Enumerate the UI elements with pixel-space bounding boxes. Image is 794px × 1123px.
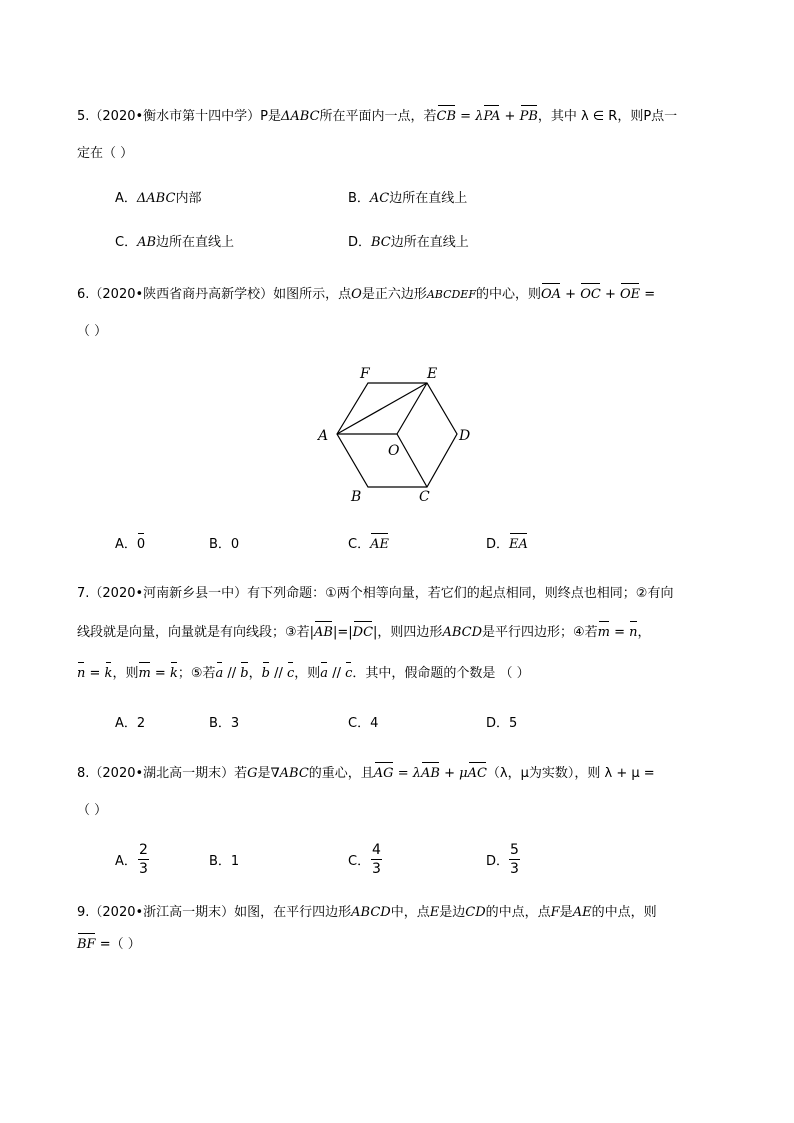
- vec-dc: DC: [352, 625, 374, 640]
- option-label: D．: [486, 854, 510, 869]
- q6-point-o: O: [351, 287, 362, 302]
- option-label: A．: [115, 191, 137, 206]
- vec-ab: AB: [420, 766, 440, 781]
- option-label: A．: [115, 537, 137, 552]
- q5-text: 5.（2020•衡水市第十四中学）P是: [77, 109, 281, 124]
- denominator: 3: [372, 861, 381, 877]
- abs-bar: |=|: [333, 625, 353, 640]
- option-math: AC: [369, 191, 390, 206]
- q9-text-mid3: 的中点，点: [485, 905, 551, 920]
- q5-text-post: ，其中 λ ∈ R，则P点一: [537, 109, 678, 124]
- option-value: 3: [230, 716, 240, 731]
- q5-option-d[interactable]: [348, 234, 469, 252]
- q9-segment-ae: AE: [572, 905, 592, 920]
- q7-line2: 线段就是向量，向量就是有向线段；③若|AB|=|DC|，则四边形ABCD是平行四边形；④若m = n，: [77, 625, 651, 640]
- q7-text-mid: ，则四边形: [377, 625, 443, 640]
- option-math: ΔABC: [136, 191, 176, 206]
- option-label: A．: [115, 854, 137, 869]
- vec-k: k: [169, 666, 178, 681]
- denominator: 3: [139, 861, 148, 877]
- option-label: C．: [348, 854, 371, 869]
- option-label: D．: [348, 235, 372, 250]
- option-label: B．: [209, 854, 231, 869]
- q6-option-a[interactable]: [115, 536, 145, 554]
- q8-option-d[interactable]: [486, 853, 509, 871]
- option-math: AB: [137, 235, 157, 250]
- hexagon-outline: [337, 383, 457, 487]
- q8-text-mid: 是: [257, 766, 271, 781]
- option-label: B．: [348, 191, 370, 206]
- q9-line1: [77, 904, 657, 922]
- abs-bar: |: [373, 625, 378, 640]
- q9-line2: [77, 936, 141, 954]
- vec-n: n: [629, 625, 638, 640]
- option-value: 4: [370, 716, 379, 731]
- label-b: B: [351, 489, 362, 505]
- q8-option-c-fraction: [371, 842, 382, 877]
- option-vec-ae: AE: [370, 537, 389, 552]
- q7-line3: n = k，则m = k；⑤若a // b，b // c，则a // c．其中，假命题的个数是 （ ）: [77, 666, 530, 681]
- vec-k: k: [104, 666, 113, 681]
- q5-plus: +: [500, 109, 520, 124]
- q7-text-a: ，则: [112, 666, 139, 681]
- segment-eo: [397, 383, 427, 434]
- vec-ac: AC: [467, 766, 487, 781]
- q5-option-c[interactable]: [115, 234, 234, 252]
- q7-text-mid2: 是平行四边形；④若: [482, 625, 598, 640]
- option-value: 5: [509, 716, 518, 731]
- q5-option-a[interactable]: [115, 190, 201, 208]
- vec-cb: CB: [436, 109, 457, 124]
- option-label: D．: [486, 716, 510, 731]
- option-label: B．: [209, 716, 231, 731]
- option-text: 内部: [175, 191, 202, 206]
- q8-option-c[interactable]: [348, 853, 370, 871]
- q8-text-mid2: 的重心，且: [308, 766, 374, 781]
- q8-text-post: （λ，μ为实数），则 λ + μ =: [486, 766, 655, 781]
- label-f: F: [360, 366, 370, 382]
- vec-pb: PB: [519, 109, 538, 124]
- vec-ag: AG: [373, 766, 394, 781]
- q5-line1: [77, 108, 677, 126]
- q8-option-b[interactable]: [209, 853, 239, 871]
- option-math: BC: [371, 235, 391, 250]
- label-e: E: [427, 366, 438, 382]
- q8-point-g: G: [247, 766, 258, 781]
- q7-option-b[interactable]: [209, 715, 239, 733]
- option-zero-vector: 0: [136, 537, 146, 552]
- q6-text-mid2: 的中心，则: [475, 287, 541, 302]
- option-value: 1: [230, 854, 240, 869]
- vec-oe: OE: [620, 287, 641, 302]
- q6-option-b[interactable]: [209, 536, 239, 554]
- q7-option-d[interactable]: [486, 715, 517, 733]
- q7-option-c[interactable]: [348, 715, 378, 733]
- vec-c: c: [345, 666, 353, 681]
- option-vec-ea: EA: [509, 537, 528, 552]
- q5-line2: 定在（ ）: [77, 146, 134, 161]
- option-zero: 0: [230, 537, 240, 552]
- q9-text-mid2: 是边: [439, 905, 466, 920]
- q6-option-d[interactable]: [486, 536, 528, 554]
- label-d: D: [459, 428, 471, 444]
- label-o: O: [388, 443, 400, 459]
- denominator: 3: [510, 861, 519, 877]
- option-text: 边所在直线上: [156, 235, 235, 250]
- vec-a: a: [320, 666, 329, 681]
- q6-line2: （ ）: [77, 324, 108, 339]
- q7-option-a[interactable]: [115, 715, 145, 733]
- abs-bar: |: [309, 625, 315, 640]
- q9-text: 9.（2020•浙江高一期末）如图，在平行四边形: [77, 905, 352, 920]
- option-value: 2: [136, 716, 146, 731]
- vec-ab: AB: [314, 625, 333, 640]
- q8-option-d-fraction: [509, 842, 520, 877]
- vec-bf: BF: [77, 937, 96, 952]
- label-c: C: [419, 489, 430, 505]
- q6-text-mid: 是正六边形: [361, 287, 427, 302]
- q6-text-post: =: [640, 287, 656, 302]
- q9-text-mid4: 是: [559, 905, 573, 920]
- option-label: C．: [348, 537, 371, 552]
- q5-triangle: ΔABC: [281, 109, 320, 124]
- q8-line2: （ ）: [77, 803, 108, 818]
- vec-oa: OA: [541, 287, 562, 302]
- q5-text-mid: 所在平面内一点，若: [319, 109, 437, 124]
- q7-text-c: ，则: [294, 666, 321, 681]
- segment-af: [337, 383, 427, 434]
- vec-a: a: [215, 666, 224, 681]
- q8-option-a[interactable]: [115, 853, 137, 871]
- q9-quad: ABCD: [351, 905, 391, 920]
- q9-text-post2: =（ ）: [95, 937, 141, 952]
- q7-text: 线段就是向量，向量就是有向线段；③若: [77, 625, 310, 640]
- q9-text-post: 的中点，则: [591, 905, 657, 920]
- q5-eq: = λ: [456, 109, 484, 124]
- numerator: 5: [510, 842, 519, 858]
- q9-point-e: E: [429, 905, 440, 920]
- q6-hexagon-name: ABCDEF: [426, 288, 476, 301]
- vec-b: b: [240, 666, 249, 681]
- q7-line1: 7.（2020•河南新乡县一中）有下列命题：①两个相等向量，若它们的起点相同，则终点也相同；②有向: [77, 586, 674, 601]
- q8-line1: 8.（2020•湖北高一期末）若G是∇ABC的重心，且AG = λAB + μAC（λ，μ为实数），则 λ + μ =: [77, 766, 655, 781]
- vec-n: n: [77, 666, 86, 681]
- q7-text-post: ．其中，假命题的个数是 （ ）: [352, 666, 530, 681]
- numerator: 2: [139, 842, 148, 858]
- q8-triangle: ∇ABC: [270, 766, 309, 781]
- q7-quad: ABCD: [442, 625, 482, 640]
- vec-m: m: [138, 666, 151, 681]
- option-label: D．: [486, 537, 510, 552]
- option-label: A．: [115, 716, 137, 731]
- vec-m: m: [597, 625, 610, 640]
- q5-option-b[interactable]: [348, 190, 467, 208]
- q7-text-b: ；⑤若: [177, 666, 216, 681]
- vec-oc: OC: [580, 287, 601, 302]
- segment-oc: [397, 434, 427, 487]
- numerator: 4: [372, 842, 381, 858]
- vec-c: c: [287, 666, 295, 681]
- option-label: C．: [348, 716, 371, 731]
- q6-option-c[interactable]: [348, 536, 389, 554]
- vec-b: b: [261, 666, 270, 681]
- q9-point-f: F: [550, 905, 560, 920]
- option-text: 边所在直线上: [389, 191, 468, 206]
- q8-option-a-fraction: [138, 842, 149, 877]
- q8-text: 8.（2020•湖北高一期末）若: [77, 766, 248, 781]
- q9-text-mid: 中，点: [390, 905, 430, 920]
- q6-text: 6.（2020•陕西省商丹高新学校）如图所示，点: [77, 287, 352, 302]
- vec-pa: PA: [483, 109, 501, 124]
- q9-side-cd: CD: [465, 905, 486, 920]
- option-label: B．: [209, 537, 231, 552]
- option-text: 边所在直线上: [390, 235, 469, 250]
- option-label: C．: [115, 235, 138, 250]
- q6-line1: 6.（2020•陕西省商丹高新学校）如图所示，点O是正六边形ABCDEF的中心，则OA + OC + OE =: [77, 287, 656, 302]
- label-a: A: [318, 428, 329, 444]
